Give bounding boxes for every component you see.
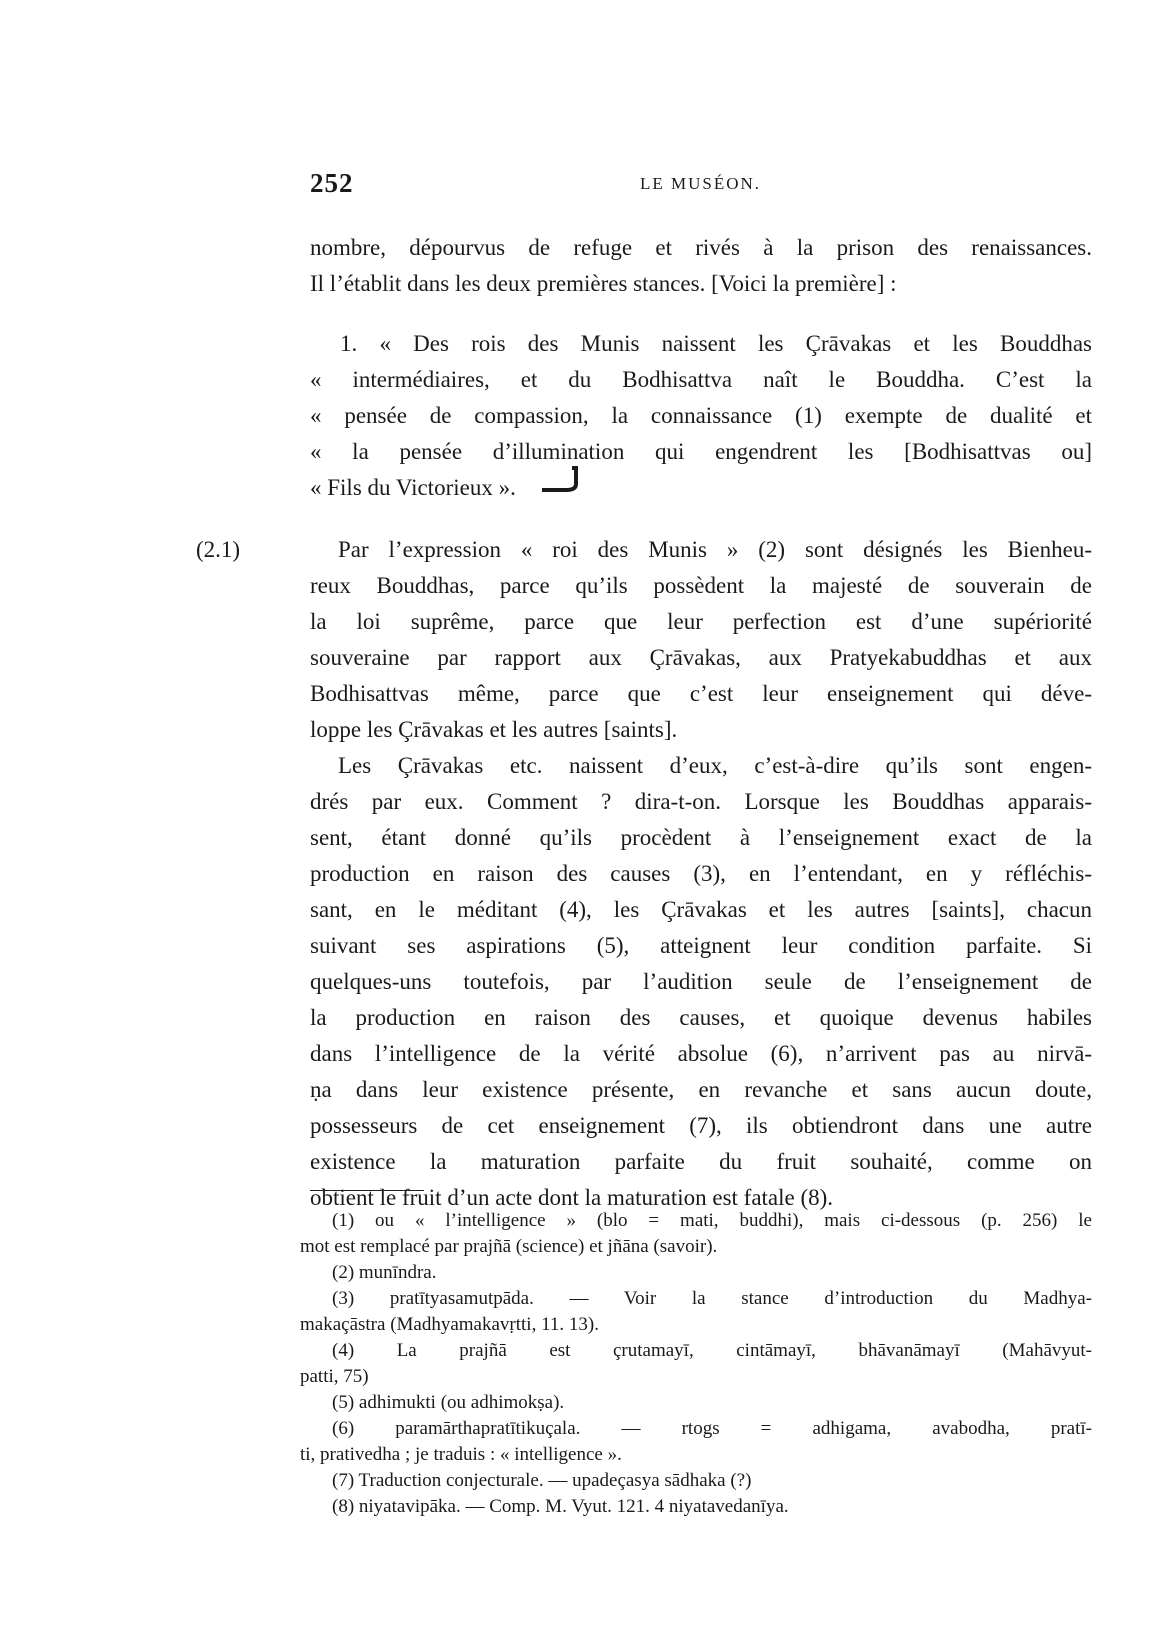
footnote-3 bbox=[300, 1286, 1092, 1338]
text-line: souveraine par rapport aux Çrāvakas, aux Pratyekabuddhas et aux bbox=[310, 645, 1092, 670]
text-line: Il l’établit dans les deux premières stances. [Voici la première] : bbox=[310, 271, 897, 296]
text-line: la loi suprême, parce que leur perfection est d’une supériorité bbox=[310, 609, 1092, 634]
stanza-quote bbox=[310, 326, 1092, 506]
footnote-line: patti, 75) bbox=[300, 1366, 369, 1387]
stanza-line: « intermédiaires, et du Bodhisattva naît le Bouddha. C’est la bbox=[310, 367, 1092, 392]
footnote-line: (8) niyatavipāka. — Comp. M. Vyut. 121. 4 niyatavedanīya. bbox=[332, 1496, 789, 1517]
footnote-line: (1) ou « l’intelligence » (blo = mati, buddhi), mais ci-dessous (p. 256) le bbox=[332, 1210, 1092, 1231]
stanza-line: 1. « Des rois des Munis naissent les Çrāvakas et les Bouddhas bbox=[340, 331, 1092, 356]
stanza-line: « Fils du Victorieux ». bbox=[310, 475, 516, 500]
text-line: dans l’intelligence de la vérité absolue (6), n’arrivent pas au nirvā- bbox=[310, 1041, 1092, 1066]
footnote-line: mot est remplacé par prajñā (science) et jñāna (savoir). bbox=[300, 1236, 718, 1257]
footnote-1 bbox=[300, 1208, 1092, 1260]
footnote-line: (3) pratītyasamutpāda. — Voir la stance d’introduction du Madhya- bbox=[332, 1288, 1092, 1309]
commentary-body bbox=[310, 532, 1092, 1216]
text-line: existence la maturation parfaite du fruit souhaité, comme on bbox=[310, 1149, 1092, 1174]
text-line: loppe les Çrāvakas et les autres [saints]. bbox=[310, 717, 678, 742]
footnote-7 bbox=[300, 1468, 1092, 1494]
footnote-8 bbox=[300, 1494, 1092, 1520]
footnote-2 bbox=[300, 1260, 1092, 1286]
footnote-rule bbox=[310, 1190, 424, 1191]
stanza-line: « pensée de compassion, la connaissance (1) exempte de dualité et bbox=[310, 403, 1092, 428]
tibetan-mark-icon bbox=[536, 460, 586, 496]
footnote-line: (4) La prajñā est çrutamayī, cintāmayī, bhāvanāmayī (Mahāvyut- bbox=[332, 1340, 1092, 1361]
text-line: Les Çrāvakas etc. naissent d’eux, c’est-à-dire qu’ils sont engen- bbox=[338, 753, 1092, 778]
text-line: reux Bouddhas, parce qu’ils possèdent la majesté de souverain de bbox=[310, 573, 1092, 598]
paragraph-2 bbox=[310, 748, 1092, 1216]
page-number: 252 bbox=[310, 168, 354, 198]
margin-reference: (2.1) bbox=[196, 537, 241, 562]
text-line: ṇa dans leur existence présente, en revanche et sans aucun doute, bbox=[310, 1077, 1092, 1102]
text-line: possesseurs de cet enseignement (7), ils obtiendront dans une autre bbox=[310, 1113, 1092, 1138]
text-line: suivant ses aspirations (5), atteignent leur condition parfaite. Si bbox=[310, 933, 1092, 958]
footnote-line: (7) Traduction conjecturale. — upadeçasya sādhaka (?) bbox=[332, 1470, 752, 1491]
text-line: sent, étant donné qu’ils procèdent à l’enseignement exact de la bbox=[310, 825, 1092, 850]
text-line: Par l’expression « roi des Munis » (2) sont désignés les Bienheu- bbox=[338, 537, 1092, 562]
text-line: Bodhisattvas même, parce que c’est leur enseignement qui déve- bbox=[310, 681, 1092, 706]
footnote-4 bbox=[300, 1338, 1092, 1390]
footnote-line: (5) adhimukti (ou adhimokṣa). bbox=[332, 1392, 565, 1413]
intro-paragraph bbox=[310, 230, 1092, 302]
footnote-6 bbox=[300, 1416, 1092, 1468]
page-header bbox=[310, 168, 1090, 204]
text-line: la production en raison des causes, et quoique devenus habiles bbox=[310, 1005, 1092, 1030]
text-line: drés par eux. Comment ? dira-t-on. Lorsque les Bouddhas apparais- bbox=[310, 789, 1092, 814]
text-line: quelques-uns toutefois, par l’audition seule de l’enseignement de bbox=[310, 969, 1092, 994]
footnote-line: (6) paramārthapratītikuçala. — rtogs = adhigama, avabodha, pratī- bbox=[332, 1418, 1092, 1439]
paragraph-1 bbox=[310, 532, 1092, 748]
text-line: obtient le fruit d’un acte dont la maturation est fatale (8). bbox=[310, 1185, 834, 1210]
footnote-line: (2) munīndra. bbox=[332, 1262, 437, 1283]
footnote-line: ti, prativedha ; je traduis : « intelligence ». bbox=[300, 1444, 622, 1465]
footnote-5 bbox=[300, 1390, 1092, 1416]
running-title: LE MUSÉON. bbox=[640, 174, 762, 193]
text-line: production en raison des causes (3), en l’entendant, en y réfléchis- bbox=[310, 861, 1092, 886]
footnotes bbox=[300, 1208, 1092, 1520]
stanza-line: « la pensée d’illumination qui engendrent les [Bodhisattvas ou] bbox=[310, 439, 1092, 464]
text-line: nombre, dépourvus de refuge et rivés à la prison des renaissances. bbox=[310, 235, 1092, 260]
footnote-line: makaçāstra (Madhyamakavṛtti, 11. 13). bbox=[300, 1314, 599, 1335]
text-line: sant, en le méditant (4), les Çrāvakas et les autres [saints], chacun bbox=[310, 897, 1092, 922]
